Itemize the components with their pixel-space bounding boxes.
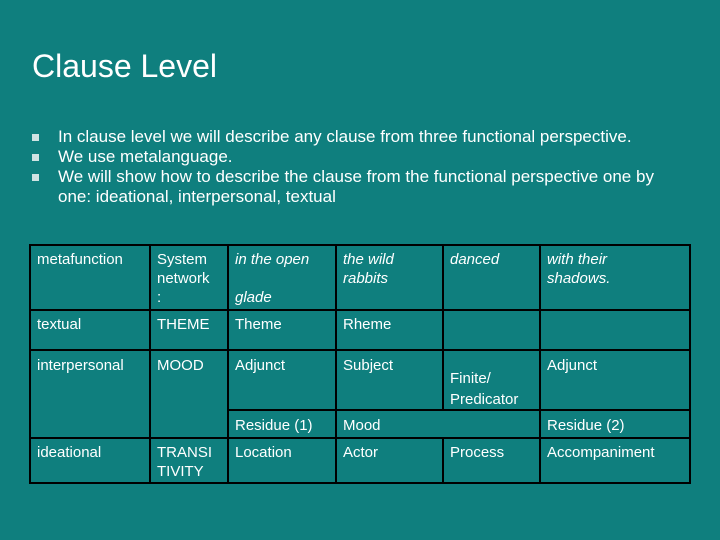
residue-1: Residue (1)	[235, 417, 313, 434]
ideational-system: TRANSI TIVITY	[157, 444, 213, 480]
header-accompaniment: with their shadows.	[547, 251, 611, 287]
interpersonal-finite-predicator: Finite/ Predicator	[450, 370, 519, 408]
slide-title: Clause Level	[32, 48, 217, 84]
bullet-text: In clause level we will describe any clause from three functional perspective.	[58, 127, 632, 146]
header-process: danced	[450, 251, 500, 268]
row-label-textual: textual	[37, 316, 82, 333]
interpersonal-adjunct-2: Adjunct	[547, 357, 598, 374]
ideational-accompaniment: Accompaniment	[547, 444, 655, 461]
ideational-process: Process	[450, 444, 505, 461]
bullet-text: We will show how to describe the clause from the functional perspective one by one: ideational, interpersonal, textual	[58, 167, 654, 206]
textual-rheme: Rheme	[343, 316, 392, 333]
interpersonal-adjunct: Adjunct	[235, 357, 286, 374]
ideational-actor: Actor	[343, 444, 379, 461]
textual-system: THEME	[157, 316, 210, 333]
textual-theme: Theme	[235, 316, 282, 333]
row-label-ideational: ideational	[37, 444, 102, 461]
bullet-text: We use metalanguage.	[58, 147, 233, 166]
interpersonal-system: MOOD	[157, 357, 204, 374]
header-metafunction: metafunction	[37, 251, 123, 268]
header-circumstance: in the open glade	[235, 251, 310, 306]
interpersonal-subject: Subject	[343, 357, 394, 374]
mood-label: Mood	[343, 417, 381, 434]
ideational-location: Location	[235, 444, 292, 461]
header-system-network: System network :	[157, 251, 210, 306]
row-label-interpersonal: interpersonal	[37, 357, 124, 374]
residue-2: Residue (2)	[547, 417, 625, 434]
header-participant: the wild rabbits	[343, 251, 394, 287]
